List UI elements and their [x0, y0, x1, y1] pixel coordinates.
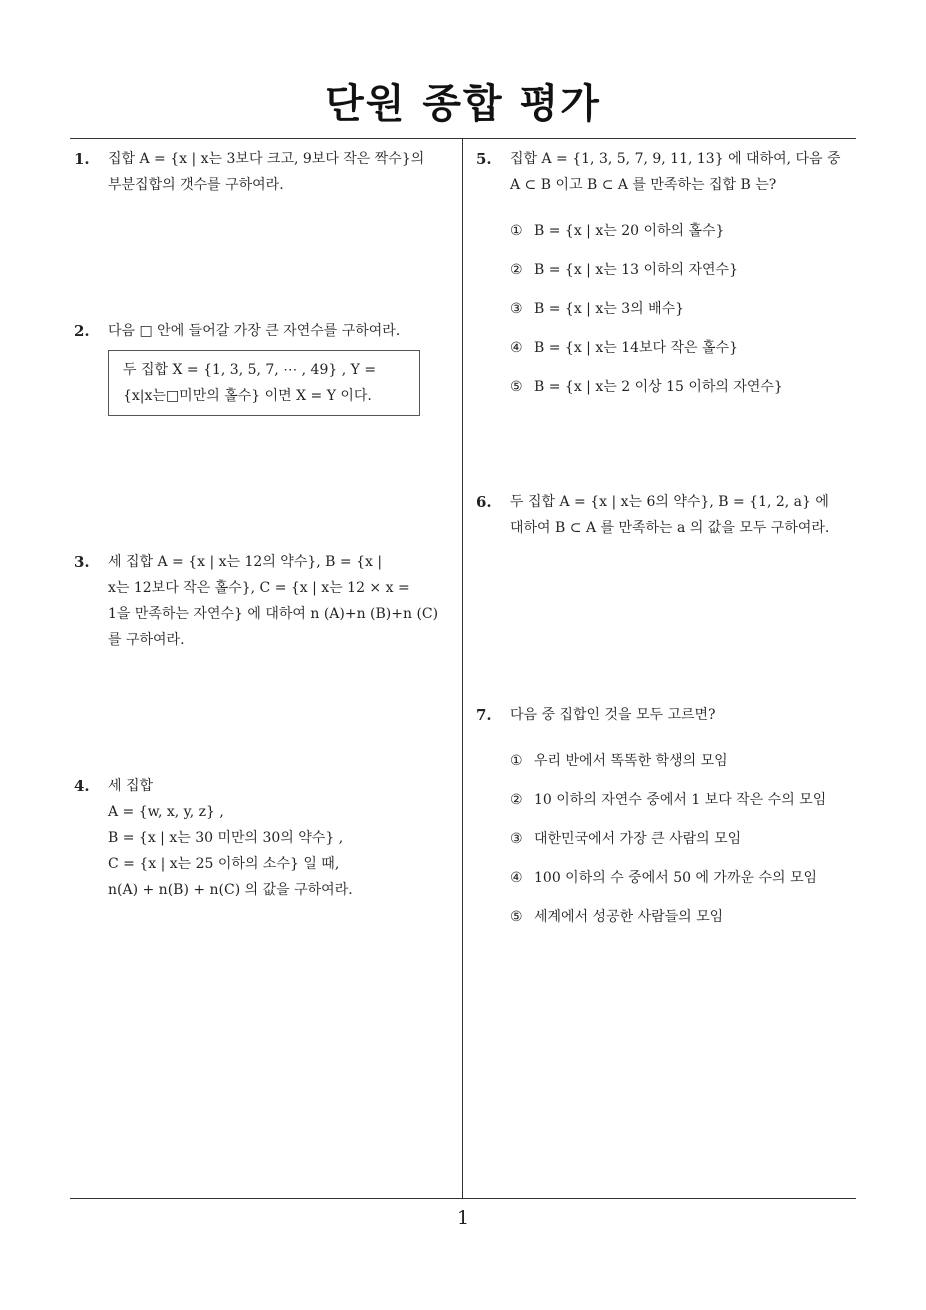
option-text: B = {x | x는 2 이상 15 이하의 자연수} — [534, 379, 783, 395]
question-5 — [476, 146, 860, 413]
option-text: B = {x | x는 14보다 작은 홀수} — [534, 340, 738, 356]
option-marker: ① — [510, 753, 523, 769]
option-text: 대한민국에서 가장 큰 사람의 모임 — [534, 831, 742, 847]
question-3 — [74, 549, 456, 653]
question-number: 5. — [476, 150, 492, 168]
option-text: B = {x | x는 13 이하의 자연수} — [534, 262, 738, 278]
option-1[interactable] — [510, 218, 860, 244]
top-rule — [70, 138, 856, 139]
page-number: 1 — [456, 1207, 470, 1229]
option-marker: ⑤ — [510, 909, 523, 925]
question-number: 3. — [74, 553, 90, 571]
question-text — [108, 318, 456, 344]
page-title: 단원 종합 평가 — [325, 81, 601, 127]
question-text — [510, 489, 860, 541]
question-line: 대하여 B ⊂ A 를 만족하는 a 의 값을 모두 구하여라. — [510, 520, 830, 536]
bottom-rule — [70, 1198, 856, 1199]
option-text: B = {x | x는 20 이하의 홀수} — [534, 223, 725, 239]
option-2[interactable] — [510, 257, 860, 283]
option-4[interactable] — [510, 335, 860, 361]
question-line: 다음 중 집합인 것을 모두 고르면? — [510, 707, 716, 723]
question-line: 를 구하여라. — [108, 632, 185, 648]
question-number: 1. — [74, 150, 90, 168]
question-line: 세 집합 A = {x | x는 12의 약수}, B = {x | — [108, 554, 383, 570]
option-2[interactable] — [510, 787, 860, 813]
set-b-line: B = {x | x는 30 미만의 30의 약수} , — [108, 830, 344, 846]
question-line: 세 집합 — [108, 778, 154, 794]
question-number: 7. — [476, 706, 492, 724]
option-3[interactable] — [510, 296, 860, 322]
question-7 — [476, 702, 860, 943]
option-1[interactable] — [510, 748, 860, 774]
set-c-line: C = {x | x는 25 이하의 소수} 일 때, — [108, 856, 340, 872]
question-number: 6. — [476, 493, 492, 511]
question-text — [108, 146, 456, 198]
option-marker: ⑤ — [510, 379, 523, 395]
box-line: {x|x는□미만의 홀수} 이면 X = Y 이다. — [123, 388, 372, 404]
option-text: 10 이하의 자연수 중에서 1 보다 작은 수의 모임 — [534, 792, 827, 808]
option-marker: ② — [510, 792, 523, 808]
option-text: 우리 반에서 똑똑한 학생의 모임 — [534, 753, 728, 769]
set-a-line: A = {w, x, y, z} , — [108, 804, 224, 820]
question-number: 2. — [74, 322, 90, 340]
answer-options — [510, 748, 860, 930]
option-marker: ④ — [510, 340, 523, 356]
column-divider — [462, 139, 463, 1199]
option-marker: ③ — [510, 301, 523, 317]
question-line: 1을 만족하는 자연수} 에 대하여 n (A)+n (B)+n (C) — [108, 606, 439, 622]
question-line: 부분집합의 갯수를 구하여라. — [108, 177, 284, 193]
question-line: A ⊂ B 이고 B ⊂ A 를 만족하는 집합 B 는? — [510, 177, 777, 193]
question-line: 집합 A = {1, 3, 5, 7, 9, 11, 13} 에 대하여, 다음 중 — [510, 151, 841, 167]
question-number: 4. — [74, 777, 90, 795]
question-line: n(A) + n(B) + n(C) 의 값을 구하여라. — [108, 882, 353, 898]
option-5[interactable] — [510, 904, 860, 930]
option-text: 100 이하의 수 중에서 50 에 가까운 수의 모임 — [534, 870, 817, 886]
question-text — [108, 549, 456, 653]
option-text: 세계에서 성공한 사람들의 모임 — [534, 909, 724, 925]
option-marker: ④ — [510, 870, 523, 886]
question-line: 집합 A = {x | x는 3보다 크고, 9보다 작은 짝수}의 — [108, 151, 425, 167]
question-2 — [74, 318, 456, 416]
option-5[interactable] — [510, 374, 860, 400]
option-text: B = {x | x는 3의 배수} — [534, 301, 685, 317]
answer-options — [510, 218, 860, 400]
question-4 — [74, 773, 456, 903]
question-text — [108, 773, 456, 903]
condition-box — [108, 350, 420, 416]
question-6 — [476, 489, 860, 541]
option-marker: ② — [510, 262, 523, 278]
box-line: 두 집합 X = {1, 3, 5, 7, ⋯ , 49} , Y = — [123, 362, 377, 378]
option-3[interactable] — [510, 826, 860, 852]
option-4[interactable] — [510, 865, 860, 891]
question-text — [510, 702, 860, 728]
question-1 — [74, 146, 456, 198]
question-line: 다음 □ 안에 들어갈 가장 큰 자연수를 구하여라. — [108, 323, 401, 339]
question-text — [510, 146, 860, 198]
question-line: 두 집합 A = {x | x는 6의 약수}, B = {1, 2, a} 에 — [510, 494, 829, 510]
option-marker: ③ — [510, 831, 523, 847]
question-line: x는 12보다 작은 홀수}, C = {x | x는 12 × x = — [108, 580, 410, 596]
option-marker: ① — [510, 223, 523, 239]
